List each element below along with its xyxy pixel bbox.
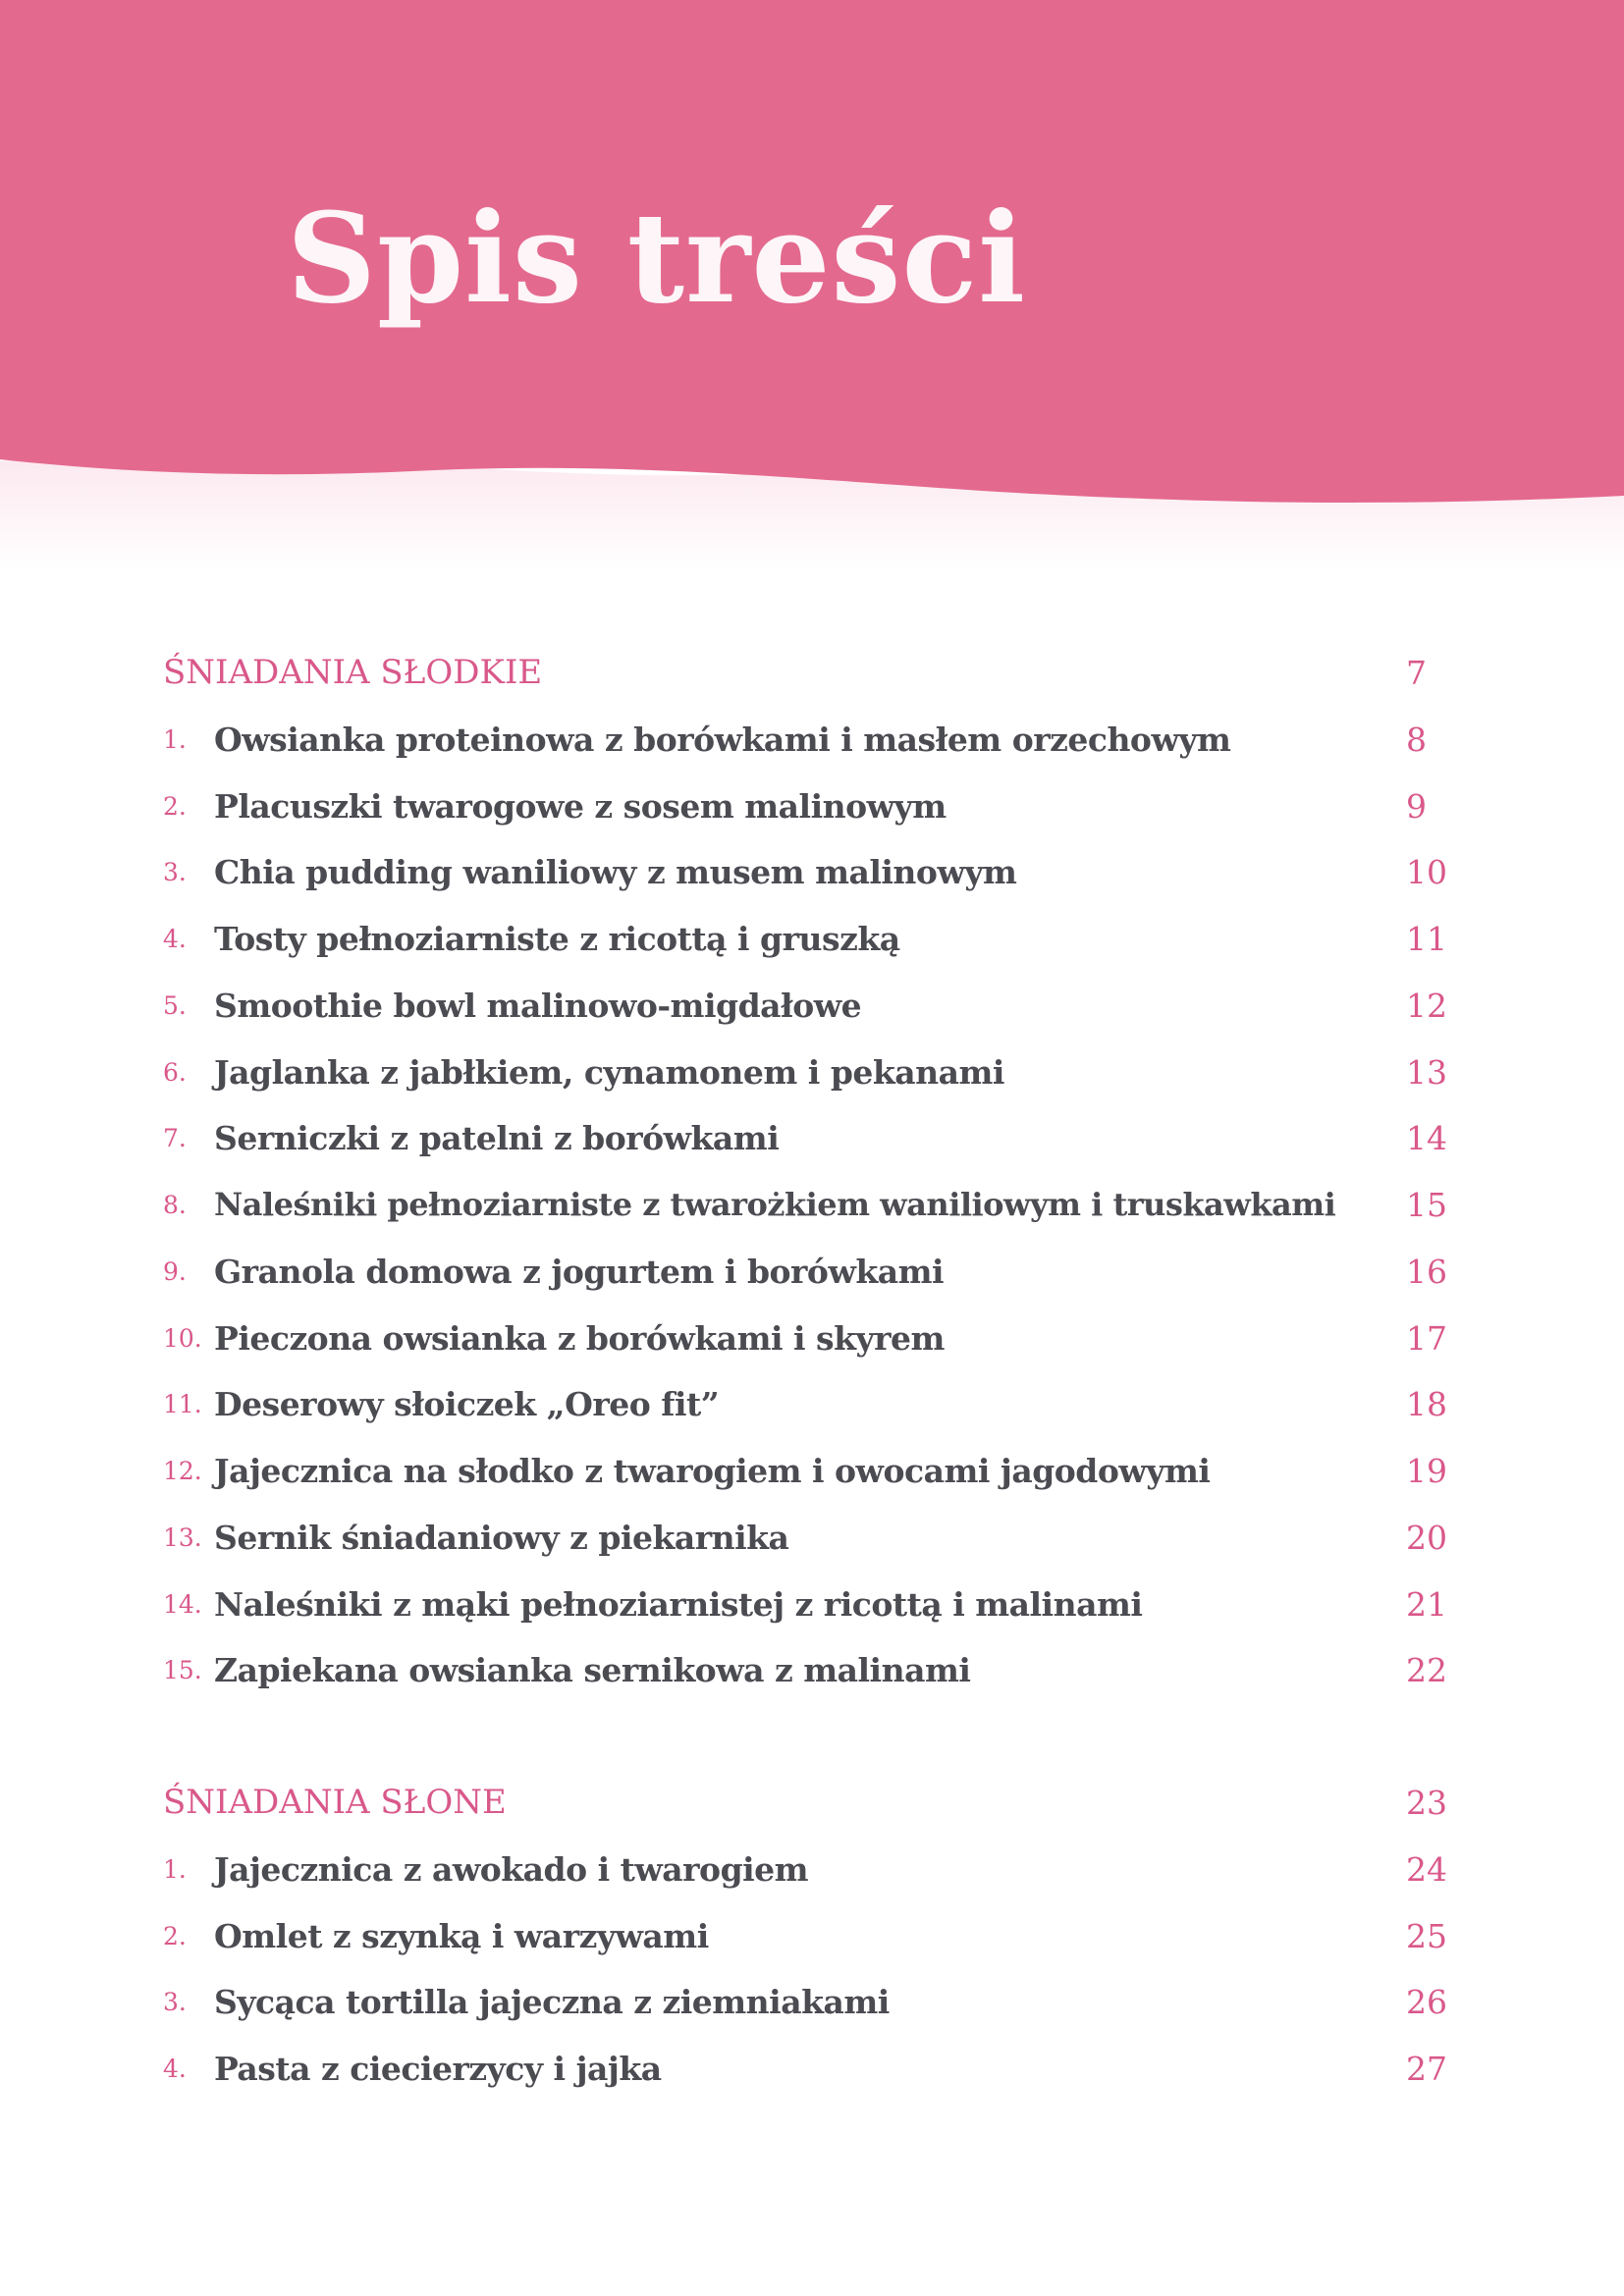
item-page-number: 25	[1406, 1916, 1447, 1955]
item-number: 9.	[163, 1256, 187, 1286]
item-title: Placuszki twarogowe z sosem malinowym	[214, 786, 947, 826]
item-number: 10.	[163, 1323, 202, 1353]
item-number: 3.	[163, 857, 187, 886]
item-title: Serniczki z patelni z borówkami	[214, 1118, 780, 1157]
item-title: Smoothie bowl malinowo-migdałowe	[214, 986, 862, 1025]
item-title: Deserowy słoiczek „Oreo fit”	[214, 1384, 720, 1423]
toc-item[interactable]	[163, 1508, 1469, 1567]
item-title: Pieczona owsianka z borówkami i skyrem	[214, 1318, 945, 1358]
item-number: 5.	[163, 990, 187, 1020]
item-title: Granola domowa z jogurtem i borówkami	[214, 1252, 945, 1291]
toc-item[interactable]	[163, 1242, 1469, 1301]
item-number: 2.	[163, 1921, 187, 1950]
toc-item[interactable]	[163, 776, 1469, 835]
item-title: Omlet z szynką i warzywami	[214, 1916, 709, 1955]
item-number: 1.	[163, 724, 187, 754]
item-title: Owsianka proteinowa z borówkami i masłem orzechowym	[214, 720, 1231, 759]
item-page-number: 16	[1406, 1252, 1447, 1291]
toc-item[interactable]	[163, 1575, 1469, 1633]
item-title: Tosty pełnoziarniste z ricottą i gruszką	[214, 919, 900, 958]
item-title: Zapiekana owsianka sernikowa z malinami	[214, 1650, 971, 1689]
toc-item[interactable]	[163, 710, 1469, 769]
section-title: ŚNIADANIA SŁONE	[163, 1783, 507, 1822]
item-number: 8.	[163, 1190, 187, 1219]
item-page-number: 11	[1406, 919, 1447, 958]
item-number: 11.	[163, 1389, 202, 1418]
item-page-number: 24	[1406, 1849, 1447, 1889]
item-number: 12.	[163, 1456, 202, 1485]
item-number: 1.	[163, 1854, 187, 1884]
section-page-number: 23	[1406, 1783, 1447, 1822]
page-title: Spis treści	[287, 186, 1027, 331]
toc-item[interactable]	[163, 976, 1469, 1035]
toc-item[interactable]	[163, 1175, 1469, 1234]
toc-item[interactable]	[163, 909, 1469, 968]
item-number: 3.	[163, 1987, 187, 2016]
item-page-number: 8	[1406, 720, 1427, 759]
item-page-number: 17	[1406, 1318, 1447, 1358]
item-title: Jaglanka z jabłkiem, cynamonem i pekanami	[214, 1052, 1004, 1092]
item-page-number: 19	[1406, 1451, 1447, 1490]
toc-item[interactable]	[163, 1441, 1469, 1500]
toc-item[interactable]	[163, 1906, 1469, 1965]
item-number: 7.	[163, 1123, 187, 1152]
item-title: Naleśniki pełnoziarniste z twarożkiem waniliowym i truskawkami	[214, 1186, 1336, 1223]
item-page-number: 21	[1406, 1584, 1447, 1624]
toc-item[interactable]	[163, 842, 1469, 901]
section-title: ŚNIADANIA SŁODKIE	[163, 653, 543, 692]
toc-item[interactable]	[163, 2039, 1469, 2098]
item-title: Sycąca tortilla jajeczna z ziemniakami	[214, 1982, 890, 2021]
item-title: Pasta z ciecierzycy i jajka	[214, 2049, 662, 2088]
item-page-number: 22	[1406, 1650, 1447, 1689]
item-page-number: 27	[1406, 2049, 1447, 2088]
item-page-number: 9	[1406, 786, 1427, 826]
item-title: Chia pudding waniliowy z musem malinowym	[214, 852, 1017, 891]
toc-item[interactable]	[163, 1042, 1469, 1101]
item-title: Naleśniki z mąki pełnoziarnistej z ricottą i malinami	[214, 1584, 1143, 1624]
toc-item[interactable]	[163, 1108, 1469, 1167]
toc-item[interactable]	[163, 1640, 1469, 1699]
item-page-number: 26	[1406, 1982, 1447, 2021]
section-row-sniadania-slone[interactable]	[163, 1773, 1469, 1832]
item-number: 6.	[163, 1057, 187, 1087]
toc-item[interactable]	[163, 1308, 1469, 1367]
toc-item[interactable]	[163, 1374, 1469, 1433]
item-page-number: 12	[1406, 986, 1447, 1025]
header-banner	[0, 0, 1624, 569]
toc-item[interactable]	[163, 1972, 1469, 2031]
section-page-number: 7	[1406, 653, 1427, 692]
item-page-number: 10	[1406, 852, 1447, 891]
item-page-number: 13	[1406, 1052, 1447, 1092]
item-number: 14.	[163, 1589, 202, 1619]
toc-item[interactable]	[163, 1840, 1469, 1898]
item-page-number: 14	[1406, 1118, 1447, 1157]
item-number: 2.	[163, 791, 187, 821]
item-title: Jajecznica z awokado i twarogiem	[214, 1849, 809, 1889]
item-number: 4.	[163, 2054, 187, 2083]
item-page-number: 15	[1406, 1185, 1447, 1224]
item-number: 4.	[163, 924, 187, 953]
section-row-sniadania-slodkie[interactable]	[163, 643, 1469, 702]
item-number: 13.	[163, 1522, 202, 1552]
item-page-number: 20	[1406, 1518, 1447, 1557]
item-title: Sernik śniadaniowy z piekarnika	[214, 1518, 789, 1557]
item-title: Jajecznica na słodko z twarogiem i owocami jagodowymi	[214, 1451, 1211, 1490]
item-number: 15.	[163, 1655, 202, 1684]
item-page-number: 18	[1406, 1384, 1447, 1423]
